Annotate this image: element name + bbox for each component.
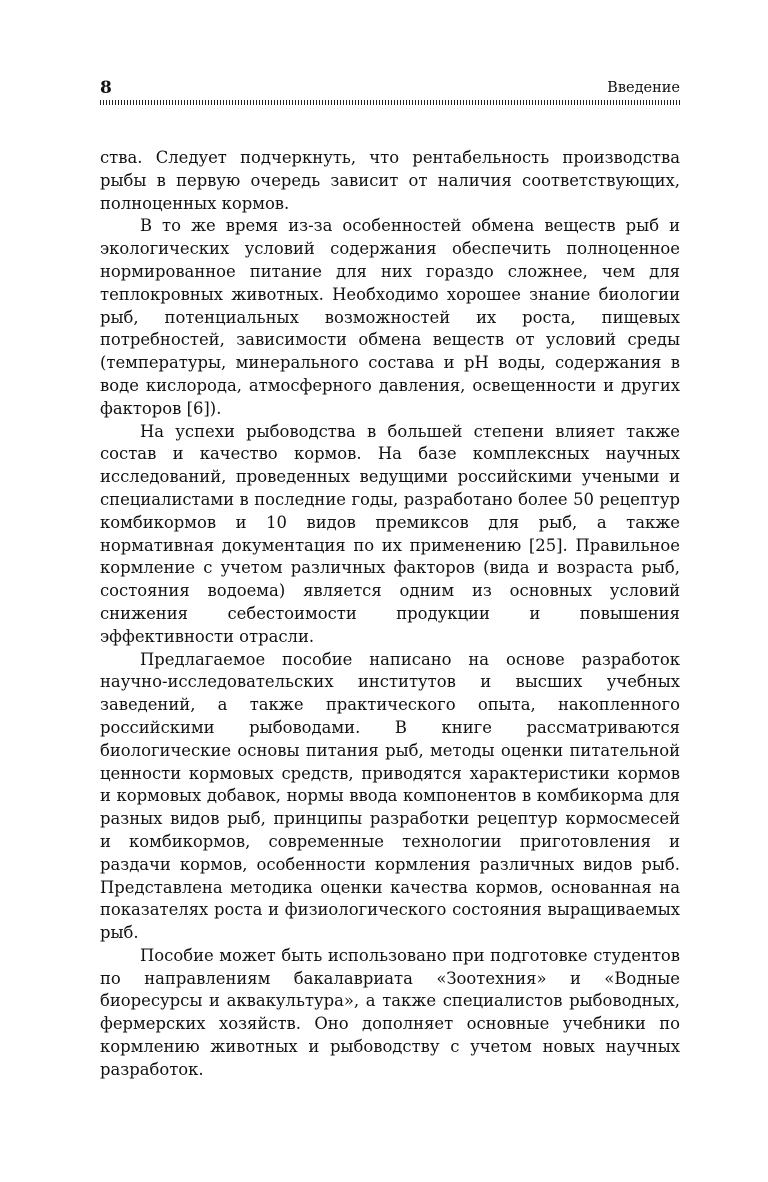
paragraph: На успехи рыбоводства в большей степени влияет также состав и качество кормов. На базе комплексных научных исследований, проведенных ведущими российскими учеными и специалистами в последние годы, разработано более 50 рецептур комбикормов и 10 видов премиксов для рыб, а также нормативная документация по их применению [25]. Правильное кормление с учетом различных факторов (вида и возраста рыб, состояния водоема) является одним из основных условий снижения себестоимости продукции и повышения эффективности отрасли. xyxy=(100,421,680,646)
paragraph: Пособие может быть использовано при подготовке студентов по направлениям бакалавриата «Зоотехния» и «Водные биоресурсы и аквакультура», а также специалистов рыбоводных, фермерских хозяйств. Оно дополняет основные учебники по кормлению животных и рыбоводству с учетом новых научных разработок. xyxy=(100,945,680,1079)
paragraph: ства. Следует подчеркнуть, что рентабельность производства рыбы в первую очередь зависит от наличия соответствующих, полноценных кормов. xyxy=(100,148,680,213)
running-head: Введение xyxy=(607,80,680,96)
page-header xyxy=(100,78,680,100)
header-rule xyxy=(100,100,680,105)
page-number: 8 xyxy=(100,78,112,98)
paragraph: В то же время из-за особенностей обмена веществ рыб и экологических условий содержания обеспечить полноценное нормированное питание для них гораздо сложнее, чем для теплокровных животных. Необходимо хорошее знание биологии рыб, потенциальных возможностей их роста, пищевых потребностей, зависимости обмена веществ от условий среды (температуры, минерального состава и pH воды, содержания в воде кислорода, атмосферного давления, освещенности и других факторов [6]). xyxy=(100,216,680,418)
body-text xyxy=(100,147,680,1082)
paragraph: Предлагаемое пособие написано на основе разработок научно-исследовательских институтов и высших учебных заведений, а также практического опыта, накопленного российскими рыбоводами. В книге рассматриваются биологические основы питания рыб, методы оценки питательной ценности кормовых средств, приводятся характеристики кормов и кормовых добавок, нормы ввода компонентов в комбикорма для разных видов рыб, принципы разработки рецептур кормосмесей и комбикормов, современные технологии приготовления и раздачи кормов, особенности кормления различных видов рыб. Представлена методика оценки качества кормов, основанная на показателях роста и физиологического состояния выращиваемых рыб. xyxy=(100,649,680,943)
